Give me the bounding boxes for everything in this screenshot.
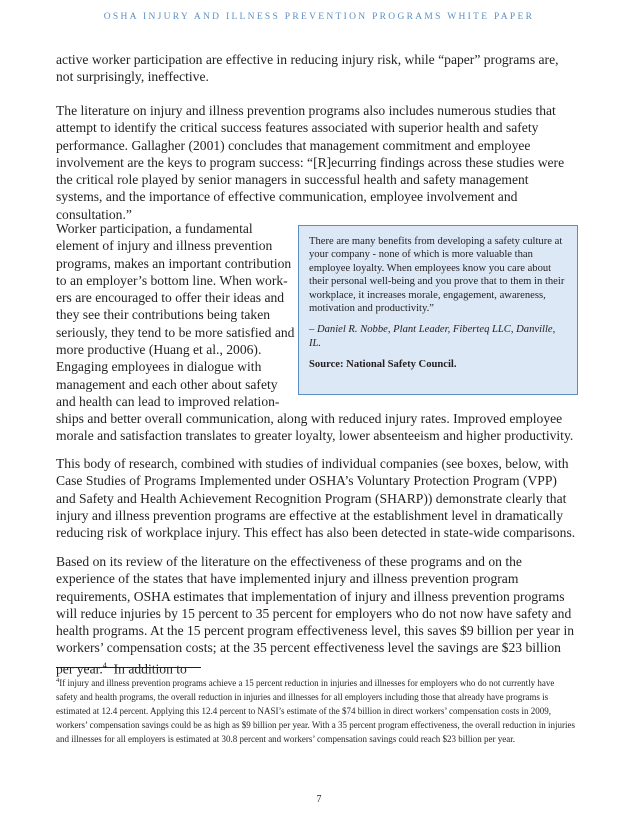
paragraph-3-continued: ships and better overall communication, along with reduced injury rates. Improved employee morale and satisfaction translates to greater loyalty, lower absenteeism and higher productivity. <box>56 411 574 444</box>
quote-callout-box <box>298 225 578 395</box>
footnote-reference: 4 <box>102 660 107 670</box>
quote-attribution: – Daniel R. Nobbe, Plant Leader, Fiberteq LLC, Danville, IL. <box>309 324 556 349</box>
footnote-text: If injury and illness prevention programs achieve a 15 percent reduction in injuries and illnesses for employers who do not currently have safety and health programs, the overall reduction in injuries and illnesses for all employers including those that already have programs is estimated at 12.4 percent. Applying this 12.4 percent to NASI’s estimate of the $74 billion in direct workers’ compensation costs in 2009, workers’ compensation savings could be as high as $9 billion per year. With a 35 percent program effectiveness, the overall reduction in injuries and illnesses for all employers is estimated at 30.8 percent and workers’ compensation savings could reach $23 billion per year. <box>56 678 575 745</box>
paragraph-5-text: Based on its review of the literature on the effectiveness of these programs and on the experience of the states that have implemented injury and illness prevention program requirements, OSHA estimates that implementation of injury and illness prevention programs will reduce injuries by 15 percent to 35 percent for employers who do not now have safety and health programs. At the 15 percent program effectiveness level, this saves $9 billion per year in workers’ compensation costs; at the 35 percent effectiveness level the savings are $23 billion per year. <box>56 554 575 677</box>
paragraph-1: active worker participation are effective in reducing injury risk, while “paper” programs are, not surprisingly, ineffective. <box>56 52 559 85</box>
paragraph-3-wrapped: Worker participation, a fundamental element of injury and illness prevention programs, makes an important contribution to an employer’s bottom line. When workers are encouraged to offer their ideas and they see their contributions being taken seriously, they tend to be more satisfied and more productive (Huang et al., 2006). Engaging employees in dialogue with management and each other about safety and health can lead to improved relation- <box>56 221 295 409</box>
running-header: OSHA INJURY AND ILLNESS PREVENTION PROGRAMS WHITE PAPER <box>103 12 535 22</box>
paragraph-4: This body of research, combined with studies of individual companies (see boxes, below, with Case Studies of Programs Implemented under OSHA’s Voluntary Protection Program (VPP) and Safety and Health Achievement Recognition Program (SHARP)) demonstrate clearly that injury and illness prevention programs are effective at the establishment level in dramatically reducing risk of workplace injury. This effect has also been detected in state-wide comparisons. <box>56 456 576 541</box>
quote-source: Source: National Safety Council. <box>309 359 457 371</box>
page-number: 7 <box>316 794 322 805</box>
footnote-divider <box>56 667 201 668</box>
paragraph-5-tail: In addition to <box>106 661 187 677</box>
paragraph-2: The literature on injury and illness prevention programs also includes numerous studies that attempt to identify the critical success features associated with superior health and safety performance. Gallagher (2001) concludes that management commitment and employee involvement are the keys to program success: “[R]ecurring findings across these studies were the critical role played by senior managers in successful health and safety management systems, and the importance of effective communication, employee involvement and consultation.” <box>56 103 565 222</box>
quote-text: There are many benefits from developing a safety culture at your company - none of which is more valuable than employee loyalty. When employees know you care about their personal well-being and you prove that to them in their workplace, it increases morale, engagement, awareness, motivation and productivity.” <box>309 236 565 315</box>
footnote-marker: 4 <box>56 677 60 684</box>
footnote <box>56 674 578 746</box>
paragraph-5 <box>56 553 578 678</box>
